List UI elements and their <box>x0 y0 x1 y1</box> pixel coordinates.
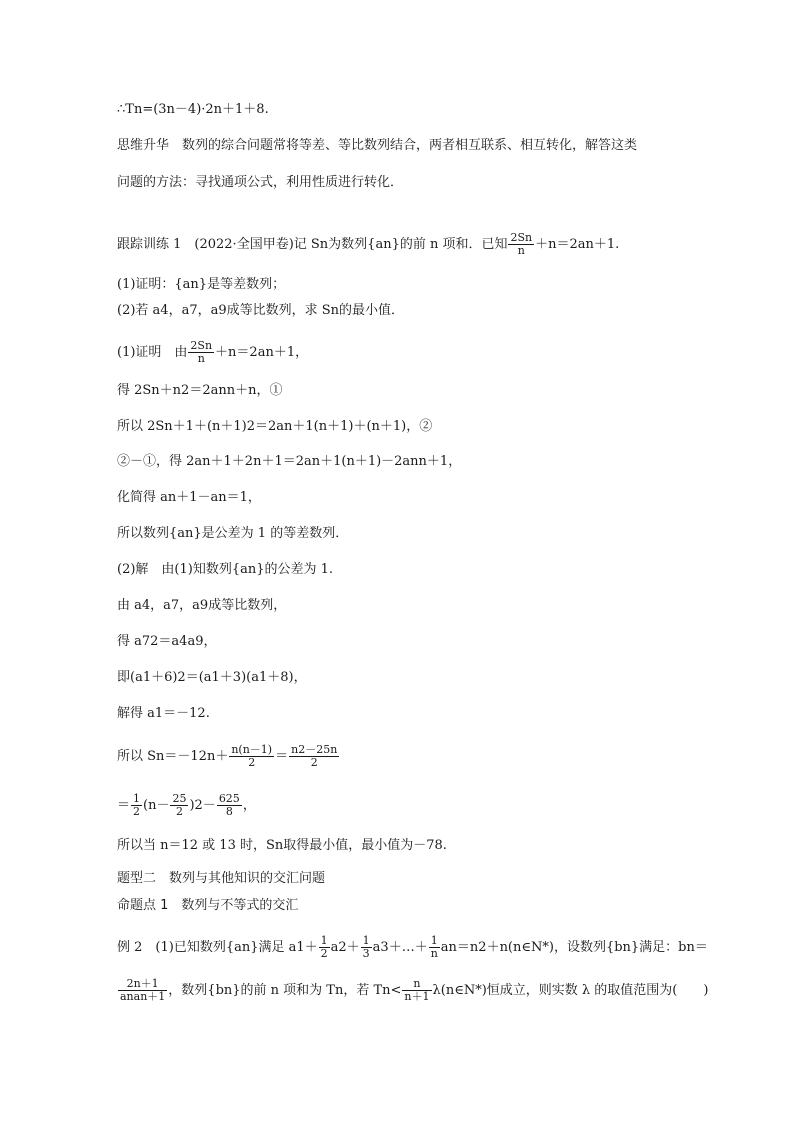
sn-completed-square <box>117 793 256 818</box>
proof-text: (1)证明 由 <box>117 345 188 360</box>
example-text: 例 2 (1)已知数列{an}满足 a1＋ <box>117 940 318 955</box>
exercise-text-end: ＋n＝2an＋1. <box>535 237 620 252</box>
fraction-2sn-over-n <box>508 232 534 257</box>
example-text: a3＋…＋ <box>372 940 428 955</box>
fraction-numerator: 1 <box>133 792 141 805</box>
fraction-numerator: n(n－1) <box>231 743 273 756</box>
example-text: ，数列{bn}的前 n 项和为 Tn，若 Tn< <box>168 983 402 998</box>
example-text: a2＋ <box>330 940 360 955</box>
fraction-denominator: n <box>430 947 438 960</box>
example-text: an＝n2＋n(n∈N*)，设数列{bn}满足：bn＝ <box>440 940 708 955</box>
fraction-numerator: 625 <box>218 792 240 805</box>
fraction-numerator: n2－25n <box>291 743 338 756</box>
fraction-numerator: 2Sn <box>190 339 213 352</box>
fraction-denominator: n <box>197 352 205 365</box>
equation-subtract: ②－①，得 2an＋1＋2n＋1＝2an＋1(n＋1)－2ann＋1， <box>117 454 462 469</box>
question-part-1: (1)证明：{an}是等差数列； <box>117 277 286 292</box>
proof-text-end: ＋n＝2an＋1， <box>215 345 309 360</box>
fraction-denominator: 2 <box>248 756 256 769</box>
fraction-numerator: 25 <box>172 792 187 805</box>
exercise-statement <box>117 232 619 257</box>
fraction-denominator: 2 <box>133 805 141 818</box>
fraction-denominator: n＋1 <box>404 990 430 1003</box>
paren-open: (n－ <box>143 798 170 813</box>
fraction-625-over-8 <box>217 793 242 818</box>
conclusion-arithmetic: 所以数列{an}是公差为 1 的等差数列． <box>117 526 349 541</box>
sn-text: 所以 Sn＝－12n＋ <box>117 749 229 764</box>
part-2-start: (2)解 由(1)知数列{an}的公差为 1. <box>117 562 334 577</box>
fraction-denominator: 2 <box>320 947 328 960</box>
exercise-text: 跟踪训练 1 (2022·全国甲卷)记 Sn为数列{an}的前 n 项和．已知 <box>117 237 508 252</box>
solve-a1: 解得 a1＝－12. <box>117 706 210 721</box>
example-2-line-1 <box>117 935 708 960</box>
fraction-n-n-minus-1-over-2 <box>229 744 274 769</box>
fraction-1-over-3 <box>361 935 372 960</box>
equals-sign: ＝ <box>117 798 131 813</box>
fraction-n2-25n-over-2 <box>289 744 339 769</box>
equation-a7-squared: 得 a72＝a4a9， <box>117 634 217 649</box>
fraction-denominator: 8 <box>225 805 233 818</box>
fraction-1-over-2 <box>131 793 142 818</box>
fraction-numerator: 1 <box>320 934 328 947</box>
fraction-numerator: 2n＋1 <box>118 978 167 991</box>
fraction-2sn-over-n-b <box>188 340 214 365</box>
geometric-condition: 由 a4，a7，a9成等比数列， <box>117 598 287 613</box>
paren-close-squared: )2－ <box>189 798 216 813</box>
min-value-conclusion: 所以当 n＝12 或 13 时，Sn取得最小值，最小值为－78. <box>117 838 447 853</box>
fraction-25-over-2 <box>170 793 188 818</box>
fraction-n-over-n-plus-1 <box>402 978 431 1003</box>
equation-expanded: 即(a1＋6)2＝(a1＋3)(a1＋8)， <box>117 670 307 685</box>
fraction-denominator: anan＋1 <box>120 990 166 1003</box>
fraction-numerator: 1 <box>429 935 440 948</box>
fraction-denominator: 2 <box>310 756 318 769</box>
example-2-line-2 <box>117 978 708 1003</box>
fraction-denominator: n <box>517 244 525 257</box>
equals-sign: ＝ <box>275 749 289 764</box>
fraction-2n-plus-1 <box>118 978 167 1003</box>
fraction-numerator: n <box>402 978 431 991</box>
section-heading-type-2: 题型二 数列与其他知识的交汇问题 <box>117 871 326 886</box>
question-part-2: (2)若 a4，a7，a9成等比数列，求 Sn的最小值． <box>117 303 405 318</box>
proof-start <box>117 340 308 365</box>
equation-1: 得 2Sn＋n2＝2ann＋n，① <box>117 383 283 398</box>
fraction-numerator: 1 <box>362 934 370 947</box>
equation-2: 所以 2Sn＋1＋(n＋1)2＝2an＋1(n＋1)＋(n＋1)，② <box>117 419 433 434</box>
example-text: λ(n∈N*)恒成立，则实数 λ 的取值范围为( ) <box>432 983 709 998</box>
fraction-1-over-n <box>429 935 440 960</box>
fraction-denominator: 2 <box>175 805 183 818</box>
fraction-numerator: 2Sn <box>510 231 533 244</box>
line-tn-result: ∴Tn=(3n－4)·2n＋1＋8. <box>117 102 269 117</box>
summary-paragraph-2: 问题的方法：寻找通项公式，利用性质进行转化． <box>117 175 404 190</box>
subsection-heading-point-1: 命题点 1 数列与不等式的交汇 <box>117 898 299 913</box>
sn-formula <box>117 744 340 769</box>
summary-paragraph-1: 思维升华 数列的综合问题常将等差、等比数列结合，两者相互联系、相互转化，解答这类 <box>117 138 638 153</box>
fraction-1-over-2-b <box>319 935 330 960</box>
comma: ， <box>242 798 256 813</box>
fraction-denominator: 3 <box>362 947 370 960</box>
equation-simplify: 化简得 an＋1－an＝1， <box>117 490 261 505</box>
